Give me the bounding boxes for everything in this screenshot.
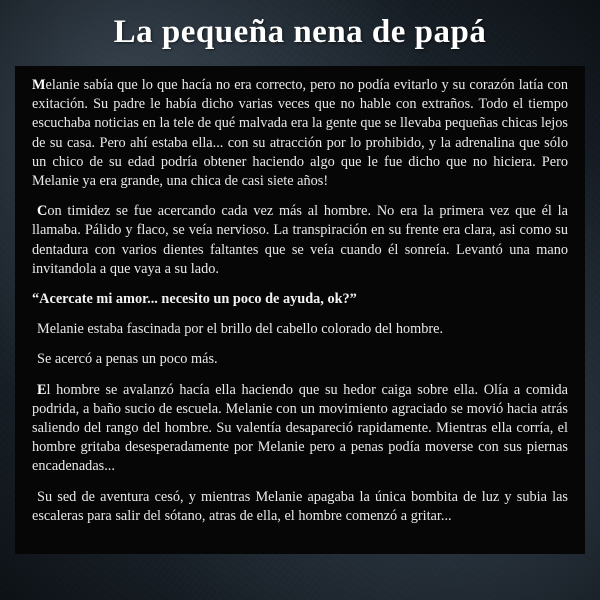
- paragraph-1-text: elanie sabía que lo que hacía no era correcto, pero no podía evitarlo y su corazón latía con exitación. Su padre le había dicho varias veces que no hable con extraños. Todo el tiempo escuchaba noticias en la tele de qué malvada era la gente que se llevaba pequeñas chicas lejos de su casa. Pero ahí estaba ella... con su atracción por lo prohibido, y la adrenalina que sólo un chico de su edad podría obtener haciendo algo que le fue dicho que no hiciera. Pero Melanie ya era grande, una chica de casi siete años!: [32, 77, 568, 190]
- paragraph-6-text: l hombre se avalanzó hacía ella haciendo que su hedor caiga sobre ella. Olía a comida podrida, a baño sucio de escuela. Melanie con un movimiento agraciado se movió hacia atrás saliendo del rango del hombre. Su valentía desapareció rapidamente. Mientras ella corría, el hombre gritaba desesperadamente por Melanie pero a penas podía moverse con sus piernas encadenadas...: [32, 381, 568, 475]
- paragraph-4: Melanie estaba fascinada por el brillo del cabello colorado del hombre.: [37, 321, 444, 338]
- paragraph-6: [32, 381, 568, 477]
- paragraph-7: Su sed de aventura cesó, y mientras Melanie apagaba la única bombita de luz y subia las escaleras para salir del sótano, atras de ella, el hombre comenzó a gritar...: [32, 488, 568, 524]
- paragraph-2: [32, 202, 568, 279]
- story-panel: [15, 66, 585, 554]
- dialogue-quote: “Acercate mi amor... necesito un poco de ayuda, ok?”: [32, 291, 357, 308]
- paragraph-2-text: on timidez se fue acercando cada vez más al hombre. No era la primera vez que él la llamaba. Pálido y flaco, se veía nervioso. La transpiración en su frente era clara, asi como su dentadura con varios dientes faltantes que se veía cuando él sonreía. Levantó una mano invitandola a que vaya a su lado.: [32, 203, 568, 277]
- paragraph-5: Se acercó a penas un poco más.: [37, 351, 218, 368]
- paragraph-2-lead-letter: C: [37, 203, 48, 220]
- paragraph-1-lead-letter: M: [32, 77, 46, 93]
- paragraph-6-lead-letter: E: [37, 381, 47, 398]
- page-title: La pequeña nena de papá: [113, 14, 487, 50]
- paragraph-1: [32, 76, 568, 191]
